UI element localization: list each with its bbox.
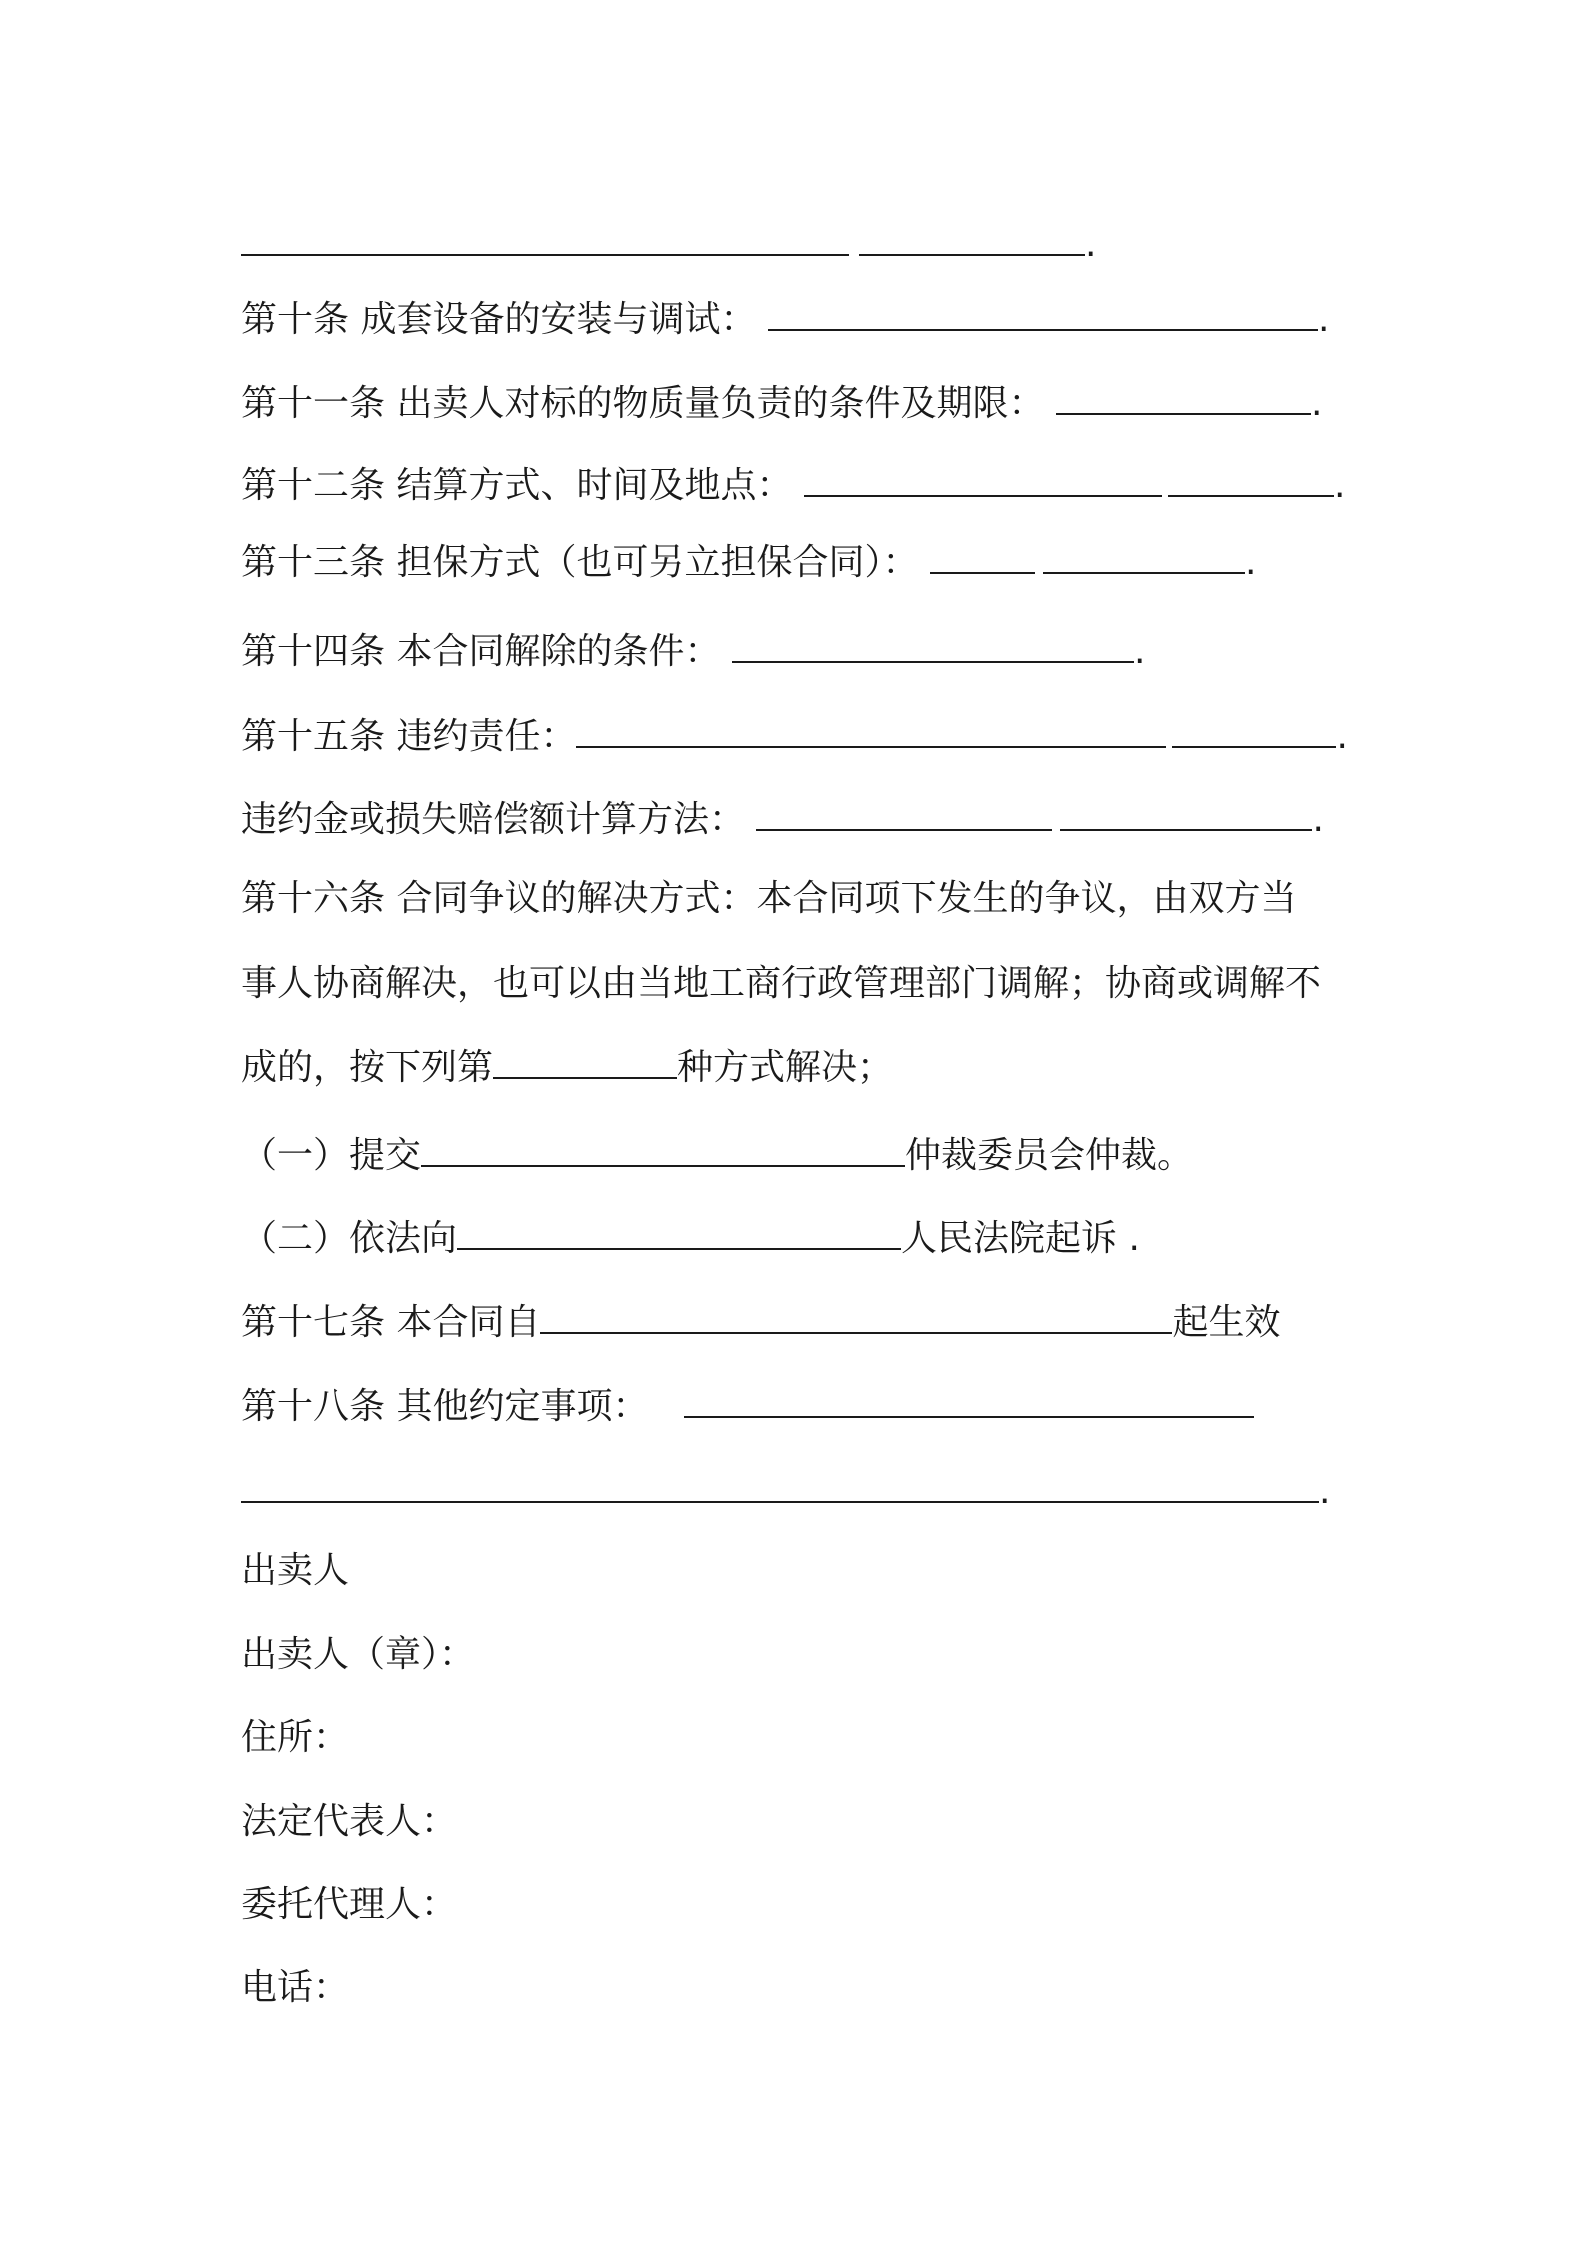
blank-field (1060, 795, 1312, 831)
seller-phone-label: 电话： (241, 1967, 350, 2008)
period: . (1319, 1471, 1331, 1512)
seller-agent-label: 委托代理人： (241, 1884, 458, 1925)
period: . (1310, 383, 1323, 424)
article-tail: 起生效 (1172, 1302, 1281, 1343)
blank-field (241, 1467, 1319, 1503)
article-number: 第十三条 (241, 542, 386, 583)
option-1 (241, 1131, 1193, 1181)
article-text: 结算方式、时间及地点： (396, 465, 793, 506)
article-17 (241, 1298, 1281, 1348)
period: . (1085, 224, 1097, 265)
article-number: 第十七条 (241, 1302, 386, 1343)
article-16-line-3 (241, 1043, 893, 1093)
article-text: 种方式解决； (677, 1047, 894, 1088)
option-tail: 仲裁委员会仲裁。 (905, 1135, 1194, 1176)
blank-field (684, 1382, 1254, 1418)
article-number: 第十八条 (241, 1386, 386, 1427)
period: . (1133, 631, 1146, 672)
blank-field (1172, 712, 1336, 748)
option-label: （二）依法向 (241, 1218, 458, 1259)
blank-field (1168, 461, 1334, 497)
option-2 (241, 1214, 1140, 1264)
penalty-text: 违约金或损失赔偿额计算方法： (241, 799, 746, 840)
article-text: 其他约定事项： (396, 1386, 649, 1427)
seller-address-label: 住所： (241, 1717, 350, 1758)
blank-field (540, 1298, 1172, 1334)
blank-field (241, 220, 849, 256)
seller-heading: 出卖人 (241, 1550, 350, 1591)
article-text: 出卖人对标的物质量负责的条件及期限： (396, 383, 1045, 424)
blank-field (804, 461, 1162, 497)
seller-legal-rep-label: 法定代表人： (241, 1801, 458, 1842)
blank-field (768, 295, 1318, 331)
period: . (1333, 465, 1346, 506)
option-tail: 人民法院起诉 . (901, 1218, 1140, 1259)
period: . (1244, 542, 1257, 583)
article-text: 本合同解除的条件： (396, 631, 721, 672)
article-number: 第十四条 (241, 631, 386, 672)
blank-field (576, 712, 1166, 748)
article-number: 第十六条 (241, 878, 386, 919)
article-11 (241, 379, 1322, 429)
article-10 (241, 295, 1329, 345)
article-12 (241, 461, 1345, 511)
period: . (1317, 299, 1330, 340)
article-16-line-1 (241, 874, 1296, 924)
option-label: （一）提交 (241, 1135, 422, 1176)
article-text: 违约责任： (396, 716, 577, 757)
article-number: 第十五条 (241, 716, 386, 757)
article-number: 第十一条 (241, 383, 386, 424)
blank-field (732, 627, 1134, 663)
article-text: 事人协商解决，也可以由当地工商行政管理部门调解；协商或调解不 (241, 963, 1322, 1004)
period: . (1336, 716, 1348, 757)
article-13 (241, 538, 1256, 588)
blank-field (930, 538, 1035, 574)
period: . (1312, 799, 1324, 840)
article-text: 成套设备的安装与调试： (360, 299, 757, 340)
article-text: 本合同自 (396, 1302, 541, 1343)
continuation-line (241, 220, 1096, 270)
article-text: 担保方式（也可另立担保合同）： (396, 542, 919, 583)
blank-field (421, 1131, 905, 1167)
blank-field (1056, 379, 1311, 415)
article-18-continuation (241, 1467, 1330, 1517)
article-text: 合同争议的解决方式：本合同项下发生的争议，由双方当 (396, 878, 1297, 919)
blank-field (756, 795, 1052, 831)
blank-field (493, 1043, 677, 1079)
article-text: 成的，按下列第 (241, 1047, 494, 1088)
article-15 (241, 712, 1348, 762)
article-14 (241, 627, 1145, 677)
seller-seal-label: 出卖人（章）： (241, 1634, 476, 1675)
blank-field (1043, 538, 1245, 574)
blank-field (457, 1214, 901, 1250)
article-number: 第十二条 (241, 465, 386, 506)
blank-field (859, 220, 1085, 256)
article-18 (241, 1382, 1254, 1432)
article-number: 第十条 (241, 299, 350, 340)
penalty-calculation (241, 795, 1324, 845)
article-16-line-2 (241, 959, 1321, 1009)
